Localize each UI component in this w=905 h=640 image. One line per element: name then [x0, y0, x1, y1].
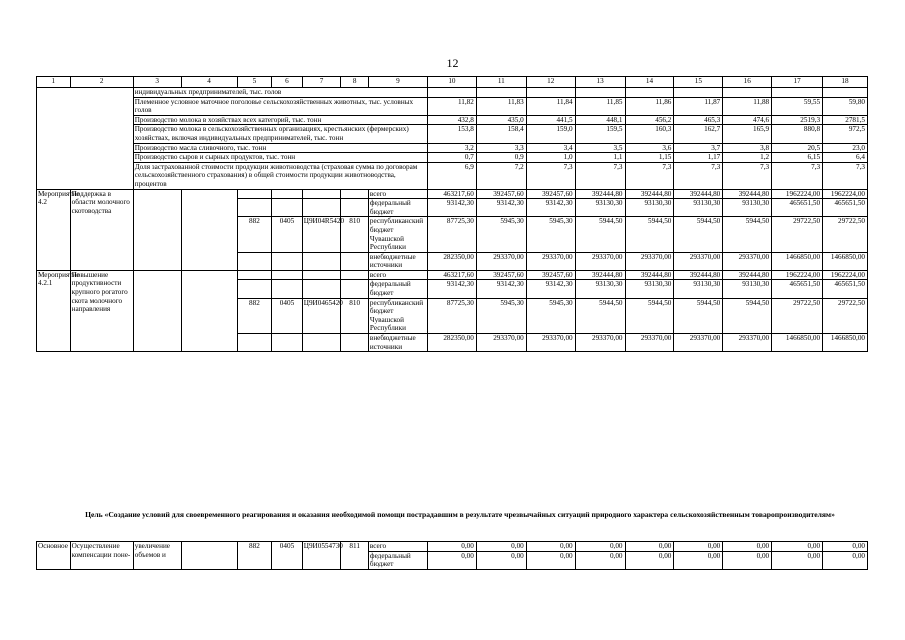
indicator-value: 432,8 — [427, 115, 476, 125]
funding-value: 0,00 — [723, 542, 772, 552]
empty-cell — [237, 252, 272, 270]
empty-cell — [272, 280, 303, 298]
funding-value: 0,00 — [427, 542, 476, 552]
column-number: 1 — [37, 77, 71, 88]
funding-value: 293370,00 — [476, 334, 526, 352]
funding-value: 0,00 — [526, 551, 575, 569]
measure-type: Мероприятие 4.2.1 — [37, 270, 71, 351]
funding-value: 0,00 — [625, 551, 674, 569]
column-number-row — [37, 77, 868, 88]
funding-value: 5944,50 — [723, 298, 772, 333]
grbs-code: 882 — [237, 542, 272, 570]
indicator-value: 7,3 — [625, 162, 674, 189]
funding-source: федеральный бюджет — [368, 199, 427, 217]
indicator-value: 0,7 — [427, 153, 476, 163]
empty-cell — [341, 189, 368, 199]
indicator-value: 6,9 — [427, 162, 476, 189]
funding-value: 1466850,00 — [823, 334, 868, 352]
indicator-value: 3,6 — [625, 143, 674, 153]
column-number: 6 — [272, 77, 303, 88]
funding-value: 29722,50 — [823, 298, 868, 333]
funding-source: всего — [368, 270, 427, 280]
indicator-value: 1,1 — [575, 153, 625, 163]
column-number: 11 — [476, 77, 526, 88]
funding-value: 463217,60 — [427, 270, 476, 280]
indicator-value: 465,3 — [674, 115, 723, 125]
funding-value: 5944,50 — [625, 298, 674, 333]
indicator-value: 3,2 — [427, 143, 476, 153]
funding-source: республиканский бюджет Чувашской Республики — [368, 217, 427, 252]
indicator-value — [476, 88, 526, 98]
indicator-value: 441,5 — [526, 115, 575, 125]
goal-title: Цель «Создание условий для своевременного реагирования и оказания необходимой помощи пострадавшим в результате чрезвычайных ситуаций природного характера сельскохозяйственным товаропроизводителям» — [85, 510, 835, 519]
indicator-name: Производство сыров и сырных продуктов, тыс. тонн — [133, 153, 427, 163]
indicator-value: 2519,3 — [772, 115, 823, 125]
funding-value: 1962224,00 — [772, 270, 823, 280]
funding-value: 465651,50 — [823, 280, 868, 298]
indicator-value: 6,4 — [823, 153, 868, 163]
funding-value: 5945,30 — [476, 217, 526, 252]
funding-source: внебюджетные источники — [368, 334, 427, 352]
indicator-value: 3,3 — [476, 143, 526, 153]
empty-cell — [237, 334, 272, 352]
funding-value: 5944,50 — [575, 298, 625, 333]
empty-cell — [302, 199, 341, 217]
csr-code: Ц9И04R5420 — [302, 217, 341, 252]
funding-value: 93130,30 — [723, 280, 772, 298]
indicator-value: 11,84 — [526, 97, 575, 115]
funding-row — [37, 542, 868, 552]
empty-cell — [341, 270, 368, 280]
funding-value: 0,00 — [427, 551, 476, 569]
indicator-value: 1,15 — [625, 153, 674, 163]
indicator-value: 1,17 — [674, 153, 723, 163]
indicator-value — [823, 88, 868, 98]
funding-value: 0,00 — [674, 542, 723, 552]
indicator-name: индивидуальных предпринимателей, тыс. голов — [133, 88, 427, 98]
rz-code: 0405 — [272, 217, 303, 252]
funding-value: 93142,30 — [476, 199, 526, 217]
funding-value: 0,00 — [823, 542, 868, 552]
empty-cell — [181, 189, 237, 270]
funding-value: 465651,50 — [772, 199, 823, 217]
funding-source: республиканский бюджет Чувашской Республики — [368, 298, 427, 333]
indicator-value: 448,1 — [575, 115, 625, 125]
indicator-value: 1,2 — [723, 153, 772, 163]
funding-value: 93142,30 — [526, 199, 575, 217]
column-number: 7 — [302, 77, 341, 88]
indicator-name: Производство молока в хозяйствах всех категорий, тыс. тонн — [133, 115, 427, 125]
empty-cell — [302, 270, 341, 280]
funding-value: 0,00 — [823, 551, 868, 569]
indicator-row — [37, 97, 868, 115]
funding-value: 0,00 — [674, 551, 723, 569]
funding-value: 0,00 — [723, 551, 772, 569]
indicator-name: Доля застрахованной стоимости продукции животноводства (страховая сумма по договорам сельскохозяйственного страхования) в общей стоимости продукции животноводства, процентов — [133, 162, 427, 189]
funding-value: 293370,00 — [625, 334, 674, 352]
empty-cell — [133, 189, 181, 270]
indicator-value: 880,8 — [772, 125, 823, 143]
funding-value: 392444,80 — [575, 270, 625, 280]
funding-value: 293370,00 — [526, 334, 575, 352]
funding-value: 93142,30 — [476, 280, 526, 298]
csr-code: Ц9И0465420 — [302, 298, 341, 333]
empty-cell — [341, 280, 368, 298]
indicator-value: 456,2 — [625, 115, 674, 125]
funding-value: 0,00 — [476, 542, 526, 552]
funding-value: 1962224,00 — [823, 189, 868, 199]
indicator-row — [37, 153, 868, 163]
indicator-value: 474,6 — [723, 115, 772, 125]
indicator-row — [37, 115, 868, 125]
empty-cell — [37, 153, 134, 163]
funding-value: 87725,30 — [427, 298, 476, 333]
empty-cell — [37, 162, 134, 189]
funding-value: 1466850,00 — [823, 252, 868, 270]
indicator-value — [575, 88, 625, 98]
grbs-code: 882 — [237, 298, 272, 333]
indicator-value: 59,80 — [823, 97, 868, 115]
indicator-value: 162,7 — [674, 125, 723, 143]
column-number: 12 — [526, 77, 575, 88]
funding-value: 392444,80 — [674, 270, 723, 280]
measure-name: Повышение продуктивности крупного рогатого скота молочного направления — [70, 270, 133, 351]
funding-value: 0,00 — [575, 542, 625, 552]
empty-cell — [37, 97, 134, 115]
funding-value: 293370,00 — [575, 252, 625, 270]
funding-value: 465651,50 — [772, 280, 823, 298]
empty-cell — [302, 189, 341, 199]
indicator-value: 7,3 — [772, 162, 823, 189]
indicator-value: 1,0 — [526, 153, 575, 163]
indicator-value: 158,4 — [476, 125, 526, 143]
rz-code: 0405 — [272, 542, 303, 570]
funding-value: 293370,00 — [625, 252, 674, 270]
indicator-value: 11,87 — [674, 97, 723, 115]
funding-value: 29722,50 — [772, 217, 823, 252]
empty-cell — [37, 125, 134, 143]
funding-value: 93130,30 — [575, 280, 625, 298]
column-number: 2 — [70, 77, 133, 88]
funding-value: 392444,80 — [723, 270, 772, 280]
indicator-value: 3,5 — [575, 143, 625, 153]
funding-value: 5944,50 — [674, 298, 723, 333]
funding-value: 5945,30 — [526, 217, 575, 252]
indicator-value — [674, 88, 723, 98]
empty-cell — [181, 542, 237, 570]
funding-value: 392444,80 — [625, 189, 674, 199]
indicator-value — [427, 88, 476, 98]
funding-value: 0,00 — [772, 551, 823, 569]
column-number: 8 — [341, 77, 368, 88]
indicator-value: 6,15 — [772, 153, 823, 163]
indicator-value: 59,55 — [772, 97, 823, 115]
column-number: 16 — [723, 77, 772, 88]
funding-value: 93130,30 — [625, 280, 674, 298]
indicator-value: 0,9 — [476, 153, 526, 163]
empty-cell — [302, 252, 341, 270]
funding-value: 5945,30 — [526, 298, 575, 333]
funding-value: 392444,80 — [723, 189, 772, 199]
funding-value: 1962224,00 — [823, 270, 868, 280]
funding-value: 392444,80 — [674, 189, 723, 199]
measure-name: Осуществление компенсации поне- — [70, 542, 133, 570]
empty-cell — [237, 189, 272, 199]
funding-value: 1466850,00 — [772, 252, 823, 270]
column-number: 10 — [427, 77, 476, 88]
indicator-value: 7,3 — [674, 162, 723, 189]
indicator-name: Племенное условное маточное поголовье сельскохозяйственных животных, тыс. условных голов — [133, 97, 427, 115]
vr-code: 810 — [341, 298, 368, 333]
funding-value: 93130,30 — [674, 280, 723, 298]
indicator-row — [37, 125, 868, 143]
funding-value: 93130,30 — [674, 199, 723, 217]
indicator-value: 972,5 — [823, 125, 868, 143]
empty-cell — [37, 88, 134, 98]
indicator-value: 153,8 — [427, 125, 476, 143]
column-number: 4 — [181, 77, 237, 88]
funding-source: федеральный бюджет — [368, 551, 427, 569]
empty-cell — [341, 252, 368, 270]
indicator-value — [772, 88, 823, 98]
funding-value: 293370,00 — [723, 252, 772, 270]
column-number: 14 — [625, 77, 674, 88]
indicator-value: 11,85 — [575, 97, 625, 115]
column-number: 17 — [772, 77, 823, 88]
funding-value: 5944,50 — [723, 217, 772, 252]
column-number: 3 — [133, 77, 181, 88]
empty-cell — [237, 280, 272, 298]
funding-source: федеральный бюджет — [368, 280, 427, 298]
empty-cell — [272, 270, 303, 280]
indicator-value: 3,4 — [526, 143, 575, 153]
funding-value: 0,00 — [772, 542, 823, 552]
funding-value: 93142,30 — [427, 199, 476, 217]
indicator-value: 23,0 — [823, 143, 868, 153]
funding-value: 392457,60 — [476, 270, 526, 280]
funding-value: 1962224,00 — [772, 189, 823, 199]
empty-cell — [272, 189, 303, 199]
funding-source: всего — [368, 189, 427, 199]
funding-value: 0,00 — [476, 551, 526, 569]
funding-value: 0,00 — [625, 542, 674, 552]
indicator-value: 11,82 — [427, 97, 476, 115]
indicator-value: 160,3 — [625, 125, 674, 143]
column-number: 5 — [237, 77, 272, 88]
indicator-value: 3,8 — [723, 143, 772, 153]
indicator-value — [625, 88, 674, 98]
column-number: 9 — [368, 77, 427, 88]
funding-value: 392457,60 — [526, 270, 575, 280]
funding-value: 463217,60 — [427, 189, 476, 199]
indicator-row — [37, 143, 868, 153]
funding-value: 282350,00 — [427, 334, 476, 352]
indicator-value: 11,86 — [625, 97, 674, 115]
funding-row — [37, 189, 868, 199]
indicator-value: 11,83 — [476, 97, 526, 115]
indicator-value: 2781,5 — [823, 115, 868, 125]
indicator-value: 7,3 — [723, 162, 772, 189]
empty-cell — [302, 280, 341, 298]
indicator-value: 11,88 — [723, 97, 772, 115]
funding-value: 5945,30 — [476, 298, 526, 333]
funding-value: 293370,00 — [723, 334, 772, 352]
funding-value: 293370,00 — [575, 334, 625, 352]
funding-row — [37, 270, 868, 280]
indicator-name: Производство масла сливочного, тыс. тонн — [133, 143, 427, 153]
indicator-value: 7,2 — [476, 162, 526, 189]
funding-value: 93130,30 — [625, 199, 674, 217]
empty-cell — [37, 115, 134, 125]
funding-value: 93142,30 — [526, 280, 575, 298]
vr-code: 811 — [341, 542, 368, 570]
indicator-value: 7,3 — [526, 162, 575, 189]
funding-source: всего — [368, 542, 427, 552]
empty-cell — [272, 199, 303, 217]
funding-value: 1466850,00 — [772, 334, 823, 352]
grbs-code: 882 — [237, 217, 272, 252]
program-table — [36, 76, 868, 352]
funding-value: 93130,30 — [575, 199, 625, 217]
funding-value: 465651,50 — [823, 199, 868, 217]
column-number: 18 — [823, 77, 868, 88]
indicator-value: 159,0 — [526, 125, 575, 143]
funding-value: 5944,50 — [625, 217, 674, 252]
funding-value: 0,00 — [526, 542, 575, 552]
funding-value: 293370,00 — [674, 252, 723, 270]
funding-value: 392444,80 — [575, 189, 625, 199]
empty-cell — [237, 199, 272, 217]
funding-value: 29722,50 — [772, 298, 823, 333]
funding-value: 392457,60 — [476, 189, 526, 199]
empty-cell — [272, 252, 303, 270]
funding-value: 5944,50 — [674, 217, 723, 252]
funding-value: 392444,80 — [625, 270, 674, 280]
funding-value: 5944,50 — [575, 217, 625, 252]
funding-value: 93130,30 — [723, 199, 772, 217]
indicator-value: 3,7 — [674, 143, 723, 153]
empty-cell — [302, 334, 341, 352]
funding-value: 93142,30 — [427, 280, 476, 298]
empty-cell — [341, 199, 368, 217]
measure-type: Мероприятие 4.2 — [37, 189, 71, 270]
funding-value: 29722,50 — [823, 217, 868, 252]
funding-source: внебюджетные источники — [368, 252, 427, 270]
goal-table — [36, 541, 868, 570]
column-number: 13 — [575, 77, 625, 88]
indicator-value — [723, 88, 772, 98]
funding-value: 0,00 — [575, 551, 625, 569]
empty-cell — [341, 334, 368, 352]
measure-goal: увеличение объемов и — [133, 542, 181, 570]
empty-cell — [133, 270, 181, 351]
funding-value: 293370,00 — [476, 252, 526, 270]
empty-cell — [181, 270, 237, 351]
funding-value: 282350,00 — [427, 252, 476, 270]
indicator-value: 20,5 — [772, 143, 823, 153]
measure-name: Поддержка в области молочного скотоводства — [70, 189, 133, 270]
funding-value: 87725,30 — [427, 217, 476, 252]
indicator-value: 435,0 — [476, 115, 526, 125]
funding-value: 392457,60 — [526, 189, 575, 199]
funding-value: 293370,00 — [526, 252, 575, 270]
empty-cell — [237, 270, 272, 280]
funding-value: 293370,00 — [674, 334, 723, 352]
indicator-value: 165,9 — [723, 125, 772, 143]
indicator-value — [526, 88, 575, 98]
indicator-value: 159,5 — [575, 125, 625, 143]
indicator-row — [37, 88, 868, 98]
csr-code: Ц9И0554730 — [302, 542, 341, 570]
empty-cell — [272, 334, 303, 352]
indicator-name: Производство молока в сельскохозяйственных организациях, крестьянских (фермерских) хозяйствах, включая индивидуальных предпринимателей, тыс. тонн — [133, 125, 427, 143]
rz-code: 0405 — [272, 298, 303, 333]
indicator-value: 7,3 — [823, 162, 868, 189]
page-number: 12 — [446, 56, 459, 70]
empty-cell — [37, 143, 134, 153]
measure-type: Основное — [37, 542, 71, 570]
indicator-row — [37, 162, 868, 189]
column-number: 15 — [674, 77, 723, 88]
indicator-value: 7,3 — [575, 162, 625, 189]
vr-code: 810 — [341, 217, 368, 252]
